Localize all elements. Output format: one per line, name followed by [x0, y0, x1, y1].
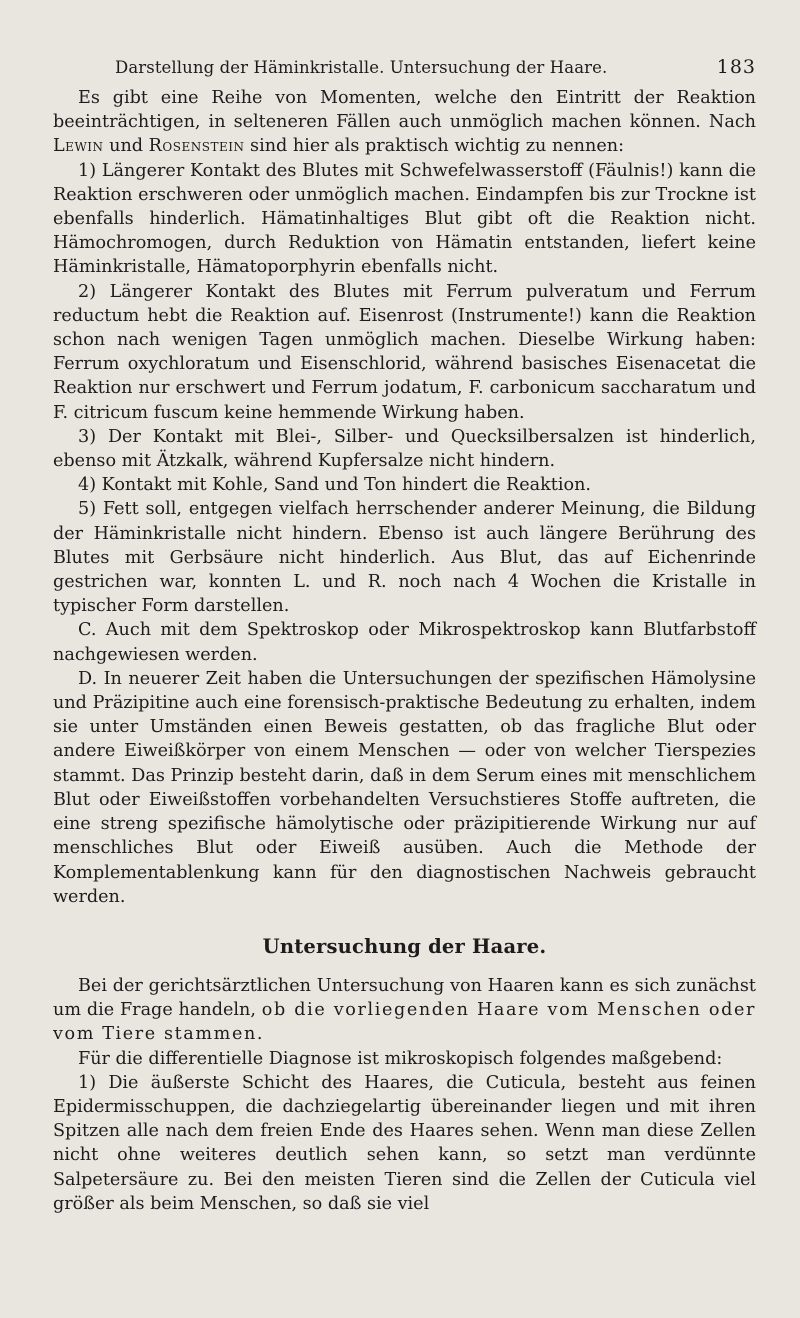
paragraph-c: C. Auch mit dem Spektroskop oder Mikrospektroskop kann Blutfarbstoff nachgewiesen werden. [53, 620, 756, 665]
hair-paragraph-2: Für die differentielle Diagnose ist mikroskopisch folgendes maßgebend: [78, 1048, 723, 1069]
list-item-5: 5) Fett soll, entgegen vielfach herrschender anderer Meinung, die Bildung der Häminkristalle nicht hindern. Ebenso ist auch längere Berührung des Blutes mit Gerbsäure nicht hinderlich. Aus Blut, das auf Eichenrinde gestrichen war, konnten L. und R. noch nach 4 Wochen die Kristalle in typischer Form darstellen. [53, 499, 756, 617]
list-item-4: 4) Kontakt mit Kohle, Sand und Ton hindert die Reaktion. [78, 475, 592, 496]
intro-paragraph [53, 86, 756, 159]
intro-text-2: und [103, 136, 149, 157]
hair-paragraph-3: 1) Die äußerste Schicht des Haares, die Cuticula, besteht aus feinen Epidermisschuppen, die dachziegelartig übereinander liegen und mit ihren Spitzen alle nach dem freien Ende des Haares sehen. Wenn man diese Zellen nicht ohne weiteres deutlich sehen kann, so setzt man verdünnte Salpetersäure zu. Bei den meisten Tieren sind die Zellen der Cuticula viel größer als beim Menschen, so daß sie viel [53, 1072, 756, 1214]
section-heading: Untersuchung der Haare. [262, 934, 547, 958]
hair-paragraph-1 [53, 974, 756, 1047]
page-header [115, 56, 756, 78]
page-body [53, 86, 756, 1216]
intro-text-1: Es gibt eine Reihe von Momenten, welche den Eintritt der Reaktion beeinträchtigen, in selteneren Fällen auch unmöglich machen können. Nach [53, 88, 756, 133]
list-item-3: 3) Der Kontakt mit Blei-, Silber- und Quecksilbersalzen ist hinderlich, ebenso mit Ätzkalk, während Kupfersalze nicht hindern. [53, 426, 756, 472]
author-rosenstein: Rosenstein [148, 136, 245, 157]
list-item-1: 1) Längerer Kontakt des Blutes mit Schwefelwasserstoff (Fäulnis!) kann die Reaktion erschweren oder unmöglich machen. Eindampfen bis zur Trockne ist ebenfalls hinderlich. Hämatinhaltiges Blut gibt oft die Reaktion nicht. Hämochromogen, durch Reduktion von Hämatin entstanden, liefert keine Häminkristalle, Hämatoporphyrin ebenfalls nicht. [53, 160, 756, 278]
hair-p1-spaced-text: ob die vorliegenden Haare vom Menschen oder vom Tiere stammen. [53, 1000, 756, 1045]
list-item-2: 2) Längerer Kontakt des Blutes mit Ferrum pulveratum und Ferrum reductum hebt die Reaktion auf. Eisenrost (Instrumente!) kann die Reaktion schon nach wenigen Tagen unmöglich machen. Dieselbe Wirkung haben: Ferrum oxychloratum und Eisenschlorid, während basisches Eisenacetat die Reaktion nur erschwert und Ferrum jodatum, F. carbonicum saccharatum und F. citricum fuscum keine hemmende Wirkung haben. [53, 281, 756, 423]
author-lewin: Lewin [53, 136, 104, 157]
intro-text-3: sind hier als praktisch wichtig zu nennen: [244, 136, 625, 157]
page-number: 183 [716, 56, 756, 78]
running-title: Darstellung der Häminkristalle. Untersuchung der Haare. [115, 58, 608, 77]
hair-p1-text: Bei der gerichtsärztlichen Untersuchung von Haaren kann es sich zunächst um die Frage handeln, [53, 975, 756, 1021]
paragraph-d: D. In neuerer Zeit haben die Untersuchungen der spezifischen Hämolysine und Präzipitine auch eine forensisch-praktische Bedeutung zu erhalten, indem sie unter Umständen einen Beweis gestatten, ob das fragliche Blut oder andere Eiweißkörper von einem Menschen — oder von welcher Tierspezies stammt. Das Prinzip besteht darin, daß in dem Serum eines mit menschlichem Blut oder Eiweißstoffen vorbehandelten Versuchstieres Stoffe auftreten, die eine streng spezifische hämolytische oder präzipitierende Wirkung nur auf menschliches Blut oder Eiweiß ausüben. Auch die Methode der Komplementablenkung kann für den diagnostischen Nachweis gebraucht werden. [53, 668, 756, 907]
